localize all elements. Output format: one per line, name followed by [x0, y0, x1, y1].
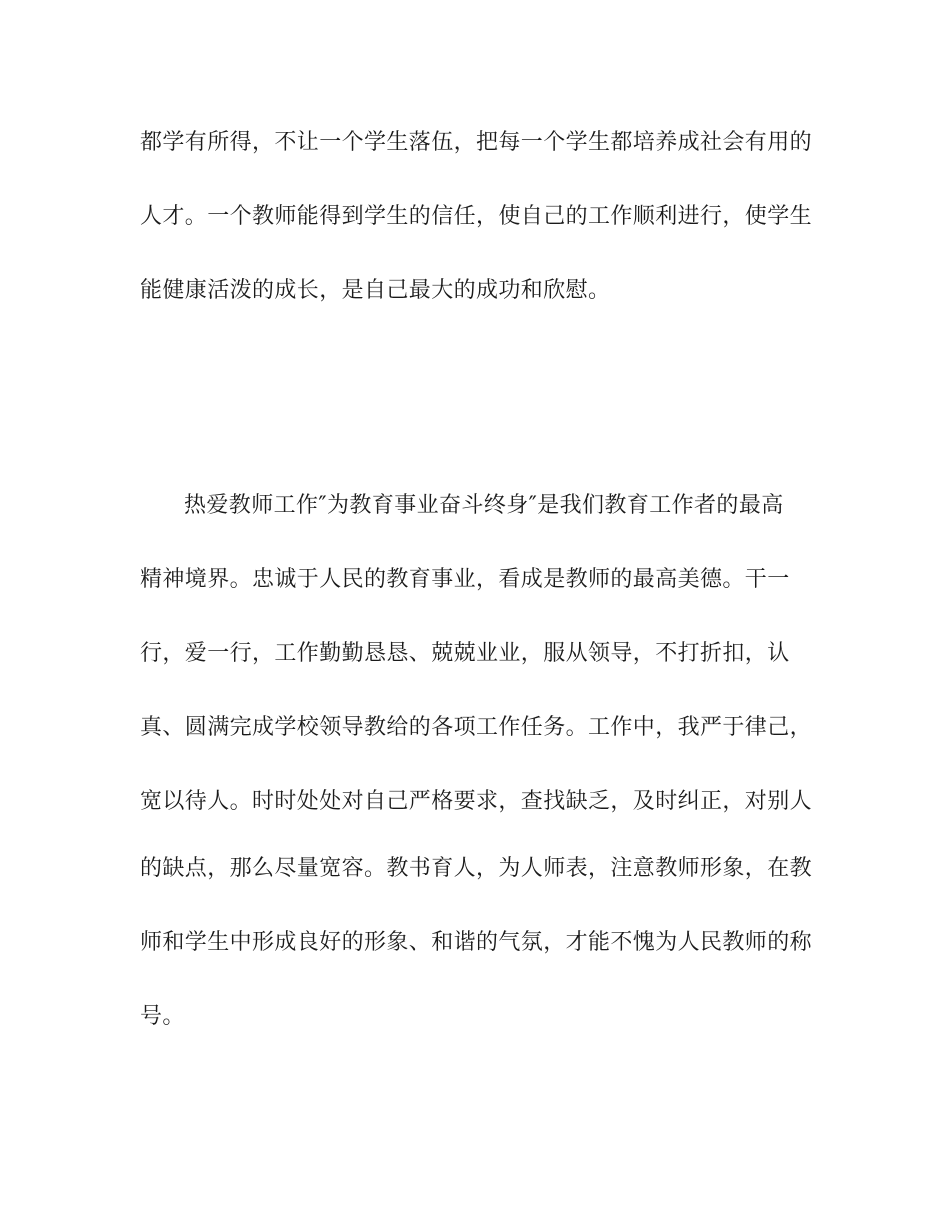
paragraph-2-line-6: 的缺点，那么尽量宽容。教书育人，为人师表，注意教师形象，在教	[140, 856, 813, 881]
paragraph-2-line-5: 宽以待人。时时处处对自己严格要求，查找缺乏，及时纠正，对别人	[140, 789, 813, 814]
paragraph-1-line-3: 能健康活泼的成长，是自己最大的成功和欣慰。	[140, 278, 611, 303]
paragraph-2-line-1: 热爱教师工作″为教育事业奋斗终身″是我们教育工作者的最高	[184, 493, 784, 518]
paragraph-2-line-4: 真、圆满完成学校领导教给的各项工作任务。工作中，我严于律己，	[140, 715, 813, 740]
paragraph-1-line-2: 人才。一个教师能得到学生的信任，使自己的工作顺利进行，使学生	[140, 204, 813, 229]
paragraph-1-line-1: 都学有所得，不让一个学生落伍，把每一个学生都培养成社会有用的	[140, 130, 813, 155]
paragraph-2-line-3: 行，爱一行，工作勤勤恳恳、兢兢业业，服从领导，不打折扣，认	[140, 641, 790, 666]
paragraph-2-line-2: 精神境界。忠诚于人民的教育事业，看成是教师的最高美德。干一	[140, 567, 790, 592]
paragraph-2-line-7: 师和学生中形成良好的形象、和谐的气氛，才能不愧为人民教师的称	[140, 930, 813, 955]
paragraph-2-line-8: 号。	[140, 1004, 185, 1029]
